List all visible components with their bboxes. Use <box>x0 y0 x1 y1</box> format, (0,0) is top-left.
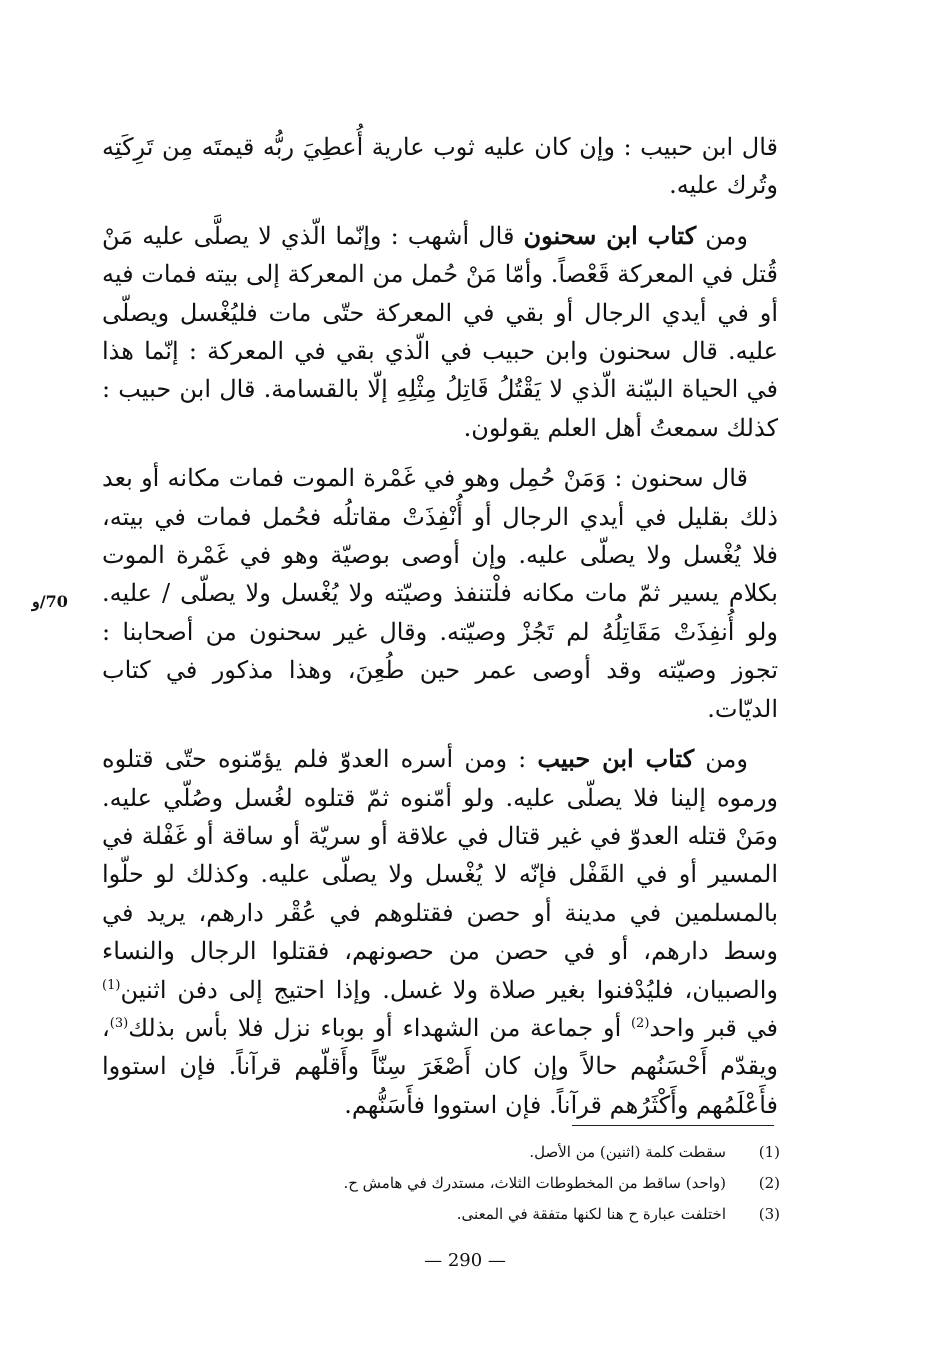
footnote-number: (1) <box>758 1143 780 1161</box>
paragraph-3-text: قال سحنون : وَمَنْ حُمِل وهو في غَمْرة الموت فمات مكانه أو بعد ذلك بقليل في أيدي الرجال أو أُنْفِذَتْ مقاتلُه فحُمل فمات في بيته، فلا يُغْسل ولا يصلّى عليه. وإن أوصى بوصيّة وهو في غَمْرة الموت بكلام يسير ثمّ مات مكانه فلْتنفذ وصيّته ولا يُغْسل ولا يصلّى / عليه. ولو أُنفِذَتْ مَقَاتِلُهُ لم تَجُزْ وصيّته. وقال غير سحنون من أصحابنا : تجوز وصيّته وقد أوصى عمر حين طُعِنَ، وهذا مذكور في كتاب الديّات. <box>102 464 779 723</box>
page-number: — 290 — <box>424 1250 506 1271</box>
footnote-text: سقطت كلمة (اثنين) من الأصل. <box>529 1143 726 1161</box>
footnote-number: (2) <box>758 1174 780 1192</box>
manuscript-folio-marker: 70/و <box>32 592 68 611</box>
paragraph-4-text-2: في قبر واحد <box>649 1013 778 1042</box>
footnotes <box>260 1137 780 1230</box>
paragraph-2 <box>102 217 778 447</box>
paragraph-4 <box>102 740 778 1124</box>
footnote-3 <box>260 1199 780 1230</box>
paragraph-4-text-3: أو جماعة من الشهداء أو بوباء نزل فلا بأس بذلك <box>128 1013 631 1042</box>
footnote-ref-3: (3) <box>109 1015 129 1031</box>
footnote-2 <box>260 1168 780 1199</box>
footnote-number: (3) <box>758 1205 780 1223</box>
main-text <box>102 128 778 1136</box>
footnote-ref-1: (1) <box>102 977 121 993</box>
paragraph-4-lead: ومن <box>694 745 748 774</box>
paragraph-1-text: قال ابن حبيب : وإن كان عليه ثوب عارية أُعطِيَ ربُّه قيمتَه مِن تَرِكَتِه وتُرك عليه. <box>102 133 778 200</box>
book-title-ibn-habib: كتاب ابن حبيب <box>537 744 695 774</box>
paragraph-1 <box>102 128 778 205</box>
paragraph-4-text-1: : ومن أسره العدوّ فلم يؤمّنوه حتّى قتلوه ورموه إلينا فلا يصلّى عليه. ولو أمّنوه ثمّ قتلوه لغُسل وصُلّي عليه. ومَنْ قتله العدوّ في غير قتال في علاقة أو سريّة أو ساقة أو غَفْلة في المسير أو في القَفْل فإنّه لا يُغْسل ولا يصلّى عليه. وكذلك لو حلّوا بالمسلمين في مدينة أو حصن فقتلوهم في عُقْر دارهم، يريد في وسط دارهم، أو في حصن من حصونهم، فقتلوا الرجال والنساء والصبيان، فليُدْفنوا بغير صلاة ولا غسل. وإذا احتيج إلى دفن اثنين <box>102 745 779 1004</box>
book-title-ibn-sahnun: كتاب ابن سحنون <box>523 220 697 250</box>
paragraph-3 <box>102 459 778 728</box>
footnote-text: اختلفت عبارة ح هنا لكنها متفقة في المعنى. <box>456 1205 726 1223</box>
paragraph-2-text: قال أشهب : وإنّما الّذي لا يصلَّى عليه مَنْ قُتل في المعركة قَعْصاً. وأمّا مَنْ حُمل من المعركة إلى بيته فمات فيه أو في أيدي الرجال أو بقي في المعركة حتّى مات فليُغْسل ويصلّى عليه. قال سحنون وابن حبيب في الّذي بقي في المعركة : إنّما هذا في الحياة البيّنة الّذي لا يَقْتُلُ قَاتِلُ مِثْلِهِ إلّا بالقسامة. قال ابن حبيب : كذلك سمعتُ أهل العلم يقولون. <box>102 221 778 442</box>
paragraph-4-text-4: ، ويقدّم أَحْسَنُهم حالاً وإن كان أَصْغَرَ سِنّاً وأَقلّهم قرآناً. فإن استووا فأَعْلَمُهم وأَكْثَرُهم قرآناً. فإن استووا فأَسَنُّهم. <box>102 1013 778 1119</box>
paragraph-2-lead: ومن <box>696 221 748 250</box>
footnote-separator <box>572 1125 774 1126</box>
footnote-ref-2: (2) <box>630 1015 650 1031</box>
footnote-text: (واحد) ساقط من المخطوطات الثلاث، مستدرك في هامش ح. <box>343 1174 726 1192</box>
footnote-1 <box>260 1137 780 1168</box>
